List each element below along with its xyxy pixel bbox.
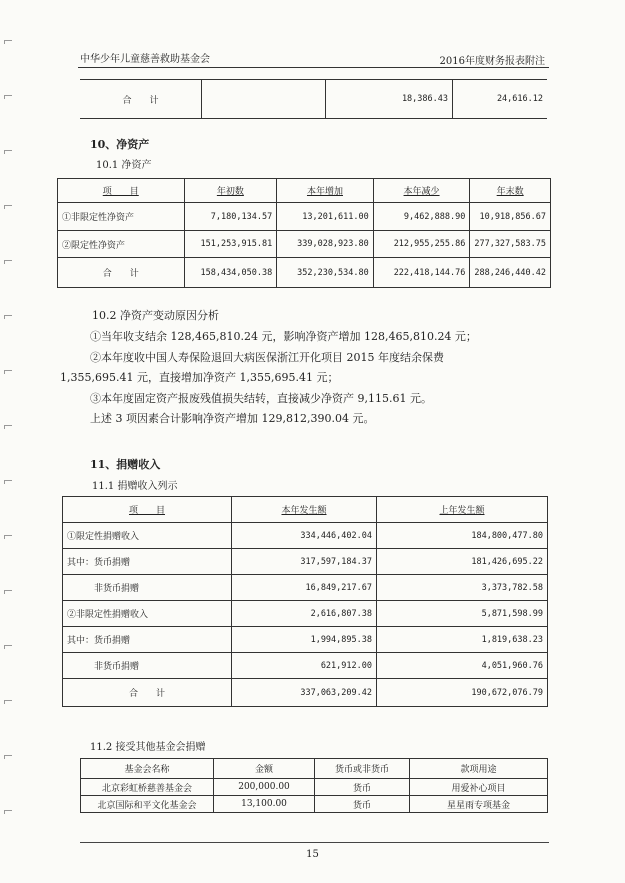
row-label: ②非限定性捐赠收入: [63, 601, 232, 627]
cell-value: 9,462,888.90: [373, 203, 470, 231]
purpose: 用爱补心项目: [410, 779, 548, 796]
para-1: ①当年收支结余 128,465,810.24 元，影响净资产增加 128,465,810.24 元；: [90, 330, 477, 343]
row-label: 非货币捐赠: [63, 575, 232, 601]
table-row: [63, 679, 548, 707]
section-11-2-title: 11.2 接受其他基金会捐赠: [90, 742, 206, 753]
carryover-value-2: 24,616.12: [453, 80, 548, 119]
cell-value: 10,918,856.67: [470, 203, 551, 231]
cell-value: 337,063,209.42: [232, 679, 377, 707]
footer-rule: [80, 842, 549, 843]
cell-value: 317,597,184.37: [232, 549, 377, 575]
row-label: ②限定性净资产: [58, 231, 185, 258]
para-4: 上述 3 项因素合计影响净资产增加 129,812,390.04 元。: [90, 412, 375, 425]
table-row: [63, 549, 548, 575]
foundation-name: 北京国际和平文化基金会: [81, 796, 214, 813]
cell-value: 334,446,402.04: [232, 523, 377, 549]
row-label: 合 计: [58, 258, 185, 288]
section-11-title: 11、捐赠收入: [90, 458, 161, 471]
donation-type: 货币: [315, 796, 410, 813]
col-decrease: 本年减少: [403, 187, 440, 197]
para-2b: 1,355,695.41 元，直接增加净资产 1,355,695.41 元；: [60, 371, 339, 384]
cell-value: 151,253,915.81: [184, 231, 277, 258]
section-10-title: 10、净资产: [90, 138, 150, 151]
cell-value: 2,616,807.38: [232, 601, 377, 627]
net-assets-table: [57, 178, 551, 288]
col-purpose: 款项用途: [410, 759, 548, 779]
donation-income-table: [62, 496, 548, 707]
cell-value: 5,871,598.99: [377, 601, 548, 627]
table-row: [81, 796, 548, 813]
cell-value: 16,849,217.67: [232, 575, 377, 601]
carryover-label: 合 计: [80, 80, 202, 119]
header-doc-title: 2016年度财务报表附注: [439, 56, 545, 67]
cell-value: 190,672,076.79: [377, 679, 548, 707]
amount: 13,100.00: [214, 796, 315, 813]
cell-value: 212,955,255.86: [373, 231, 470, 258]
cell-value: 277,327,583.75: [470, 231, 551, 258]
row-label: 合 计: [63, 679, 232, 707]
section-10-2-title: 10.2 净资产变动原因分析: [92, 309, 219, 322]
row-label: ①非限定性净资产: [58, 203, 185, 231]
col-closing: 年末数: [496, 187, 524, 197]
header-rule: [78, 67, 549, 68]
col-current-year: 本年发生额: [281, 506, 327, 516]
section-10-2-body: [60, 327, 552, 430]
cell-value: 1,819,638.23: [377, 627, 548, 653]
cell-value: 621,912.00: [232, 653, 377, 679]
para-3: ③本年度固定资产报废残值损失结转，直接减少净资产 9,115.61 元。: [90, 391, 432, 405]
table-row: [63, 653, 548, 679]
col-opening: 年初数: [216, 187, 244, 197]
carryover-table: [80, 79, 547, 119]
table-row: [58, 231, 551, 258]
table-row: [63, 575, 548, 601]
section-11-1-title: 11.1 捐赠收入列示: [92, 481, 178, 492]
cell-value: 3,373,782.58: [377, 575, 548, 601]
section-10-1-title: 10.1 净资产: [96, 160, 152, 171]
foundation-name: 北京彩虹桥慈善基金会: [81, 779, 214, 796]
donation-type: 货币: [315, 779, 410, 796]
table-row: [58, 203, 551, 231]
row-label: 其中：货币捐赠: [63, 627, 232, 653]
other-foundation-donations-table: [80, 758, 548, 813]
table-row: [81, 779, 548, 796]
col-prior-year: 上年发生额: [439, 506, 485, 516]
col-increase: 本年增加: [306, 187, 343, 197]
col-type: 货币或非货币: [315, 759, 410, 779]
cell-value: 1,994,895.38: [232, 627, 377, 653]
cell-value: 7,180,134.57: [184, 203, 277, 231]
page-number: 15: [306, 849, 319, 860]
purpose: 星星雨专项基金: [410, 796, 548, 813]
cell-value: 352,230,534.80: [277, 258, 374, 288]
col-foundation: 基金会名称: [81, 759, 214, 779]
table-row: [63, 627, 548, 653]
row-label: ①限定性捐赠收入: [63, 523, 232, 549]
carryover-value-1: 18,386.43: [326, 80, 453, 119]
binder-margin: [0, 0, 14, 883]
row-label: 非货币捐赠: [63, 653, 232, 679]
table-row: [63, 601, 548, 627]
cell-value: 4,051,960.76: [377, 653, 548, 679]
col-item: 项 目: [128, 506, 165, 516]
para-2a: ②本年度收中国人寿保险退回大病医保浙江开化项目 2015 年度结余保费: [90, 350, 444, 364]
cell-value: 288,246,440.42: [470, 258, 551, 288]
cell-value: 339,028,923.80: [277, 231, 374, 258]
cell-value: 184,800,477.80: [377, 523, 548, 549]
table-row: [58, 258, 551, 288]
cell-value: 158,434,050.38: [184, 258, 277, 288]
cell-value: 222,418,144.76: [373, 258, 470, 288]
col-item: 项 目: [102, 187, 139, 197]
cell-value: 13,201,611.00: [277, 203, 374, 231]
table-row: [63, 523, 548, 549]
row-label: 其中：货币捐赠: [63, 549, 232, 575]
header-org: 中华少年儿童慈善救助基金会: [80, 54, 210, 65]
amount: 200,000.00: [214, 779, 315, 796]
col-amount: 金额: [214, 759, 315, 779]
cell-value: 181,426,695.22: [377, 549, 548, 575]
